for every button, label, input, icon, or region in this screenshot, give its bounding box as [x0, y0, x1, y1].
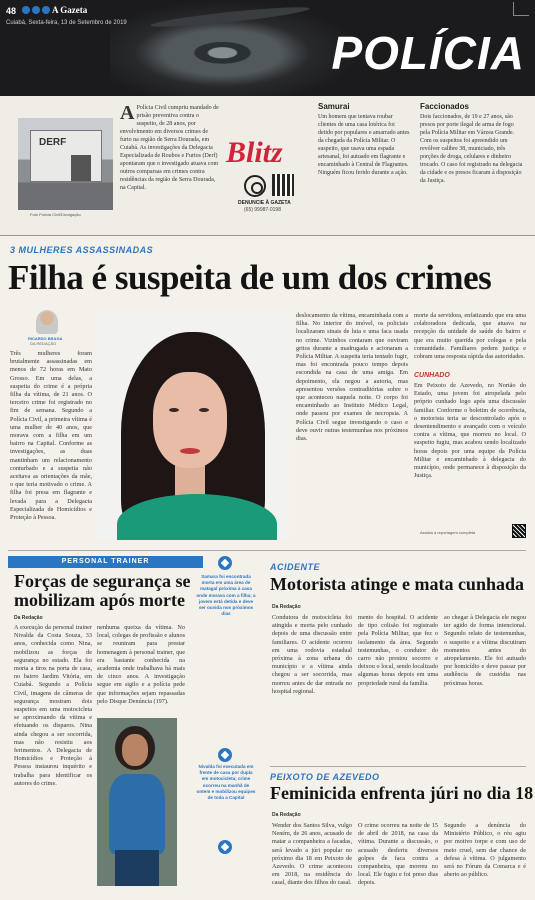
feminicida-headline: Feminicida enfrenta júri no dia 18: [270, 783, 534, 803]
acidente-headline: Motorista atinge e mata cunhada: [270, 574, 524, 594]
lead-column-3: morte da servidora, enfatizando que era uma colaboradora dedicada, que atuava na recepção da unidade de saúde do bairro e que era muito querida por colegas e pela comunidade. Familiares pedem justiça e cobram uma resposta rápida das autoridades.: [414, 312, 526, 361]
feminicida-column-3: Segundo a denúncia do Ministério Público, o réu agiu por motivo torpe e com uso de meio cruel, sem dar chance de defesa à vítima. O julgamento será no Fórum da Comarca e é aberto ao público.: [444, 822, 526, 879]
trainer-photo: [97, 718, 177, 886]
camera-icon: [218, 556, 232, 570]
lead-headline: Filha é suspeita de um dos crimes: [8, 258, 492, 297]
personal-trainer-bar: PERSONAL TRAINER: [8, 556, 203, 568]
feminicida-column-1: Wender dos Santos Silva, vulgo Neném, de 26 anos, acusado de matar a companheira a facadas, será levado a júri popular no próximo dia 18 em Peixoto de Azevedo. O crime aconteceu em 2018, na residência do casal, diante dos filhos do casal.: [272, 822, 352, 887]
acidente-kicker: ACIDENTE: [270, 562, 321, 572]
whatsapp-icon[interactable]: [244, 175, 266, 197]
drop-cap: A: [120, 102, 135, 124]
author-name: RICARDO BRAGA: [28, 336, 63, 341]
personal-trainer-headline: Forças de segurança se mobilizam após morte: [14, 571, 191, 610]
feminicida-byline: Da Redação: [272, 812, 301, 818]
dateline: Cuiabá, Sexta-feira, 13 de Setembro de 2019: [6, 20, 127, 26]
lead-kicker: 3 MULHERES ASSASSINADAS: [10, 245, 154, 255]
personal-trainer-byline: Da Redação: [14, 615, 43, 621]
acidente-column-1: Condutora de motocicleta foi atingida e morta pelo cunhado depois de uma discussão entre familiares. O acidente ocorreu em uma rodovia estadual próxima à zona urbana do município e a vítima ainda chegou a ser socorrida, mas morreu antes de dar entrada no hospital regional.: [272, 614, 352, 695]
qr-caption: Assista à reportagem completa: [420, 530, 476, 535]
sidebar-caption-1: Samara foi encontrada morta em uma área de matagal próxima à casa onde morava com a filha; a jovem está detida e deve ser ouvida nos próximos dias: [196, 574, 256, 617]
derf-building-photo: [18, 118, 113, 210]
qr-code-icon[interactable]: [272, 174, 294, 196]
acidente-column-3: ao chegar à Delegacia ele negou ter agido de forma intencional. Segundo relato de testemunhas, o suspeito e a vítima discutiram momentos antes do atropelamento. Ele foi autuado por homicídio e deve passar por audiência de custódia nas próximas horas.: [444, 614, 526, 687]
derf-sign: DERF: [39, 137, 67, 148]
author-role: DA REDAÇÃO: [30, 341, 57, 346]
lead-column-2: deslocamento da vítima, encaminhada com a filha. No interior do imóvel, os policiais localizaram sinais de luta e uma faca usada no crime. Vizinhos contaram que ouviram gritos durante a madrugada e acionaram a Polícia Militar. A suspeita teria tentado fugir, mas foi encontrada pouco tempo depois escondida na casa de uma amiga. Em depoimento, ela negou a autoria, mas apresentou versões contraditórias sobre o que aconteceu naquela noite. O corpo foi encaminhado ao Instituto Médico Legal, onde passou por exames de necropsia. A Polícia Civil segue investigando o caso e deve ouvir outras testemunhas nos próximos dias.: [296, 312, 408, 443]
page-number: 48: [6, 6, 17, 16]
denuncie-label: DENUNCIE À GAZETA: [238, 200, 291, 206]
feminicida-column-2: O crime ocorreu na noite de 15 de abril de 2018, na casa da vítima. Durante a discussão, o acusado desferiu diversos golpes de faca contra a companheira, que morreu no local. Ele fugiu e foi preso dias depois.: [358, 822, 438, 887]
lead-column-1: Três mulheres foram brutalmente assassinadas em menos de 72 horas em Mato Grosso. Em uma delas, a suspeita do crime é a própria filha da vítima, de 21 anos. O terceiro crime foi registrado no fim de semana. Segundo a Polícia Civil, a primeira vítima é uma mulher de 40 anos, que morava com a filha em um bairro na Capital. Conforme as investigações, as duas mantinham um relacionamento conturbado e a suspeita não aceitava as orientações da mãe, o que teria motivado o crime. A filha foi presa em flagrante e levada para a Delegacia Especializada de Homicídios e Proteção à Pessoa.: [10, 350, 92, 522]
personal-trainer-column-2: nenhuma queixa da vítima. No local, colegas de profissão e alunos se reuniram para prestar homenagem à personal trainer, que era bastante conhecida na academia onde trabalhava há mais de cinco anos. A investigação segue em sigilo e a polícia pede que informações sejam repassadas pelo Disque Denúncia (197).: [97, 624, 185, 705]
section-title: POLÍCIA: [331, 27, 525, 79]
author-avatar: [36, 310, 58, 334]
camera-icon: [218, 748, 232, 762]
photo-credit: Foto Polícia Civil/Divulgação: [30, 212, 81, 217]
feminicida-kicker: PEIXOTO DE AZEVEDO: [270, 772, 380, 782]
section-masthead: [0, 0, 535, 96]
acidente-column-2: mento do hospital. O acidente de tipo colisão foi registrado pela Polícia Militar, que fez o isolamento da área. Segundo testemunhas, o condutor do carro não prestou socorro e deixou o local, sendo localizado algumas horas depois em uma propriedade rural da família.: [358, 614, 438, 687]
divider: [8, 550, 526, 551]
arrow-icon: [218, 840, 232, 854]
column-text-faccionados: Dois faccionados, de 19 e 27 anos, são presos por porte ilegal de arma de fogo pela Polícia Militar em Várzea Grande. Com os suspeitos foi apreendido um revólver calibre 38, municiado, três porções de droga, celulares e dinheiro trocado. O caso foi registrado na delegacia da cidade e os presos ficaram à disposição da Justiça.: [420, 114, 523, 184]
denuncie-phone: (65) 99987-0198: [244, 207, 281, 213]
sidebar-caption-2: Nivalda foi executada em frente de casa por dupla em motocicleta; crime ocorreu na manhã de ontem e mobilizou equipes de toda a Capital: [196, 764, 256, 801]
column-title-faccionados: Faccionados: [420, 102, 469, 111]
lead-column-3b: Em Peixoto de Azevedo, no Nortão do Estado, uma jovem foi atropelada pelo próprio cunhado logo após uma discussão familiar. Conforme o boletim de ocorrência, o motorista teria se descontrolado após o desentendimento e avançado com o veículo contra a vítima, que morreu no local. O suspeito fugiu, mas acabou sendo localizado horas depois por uma equipe da Polícia Militar e encaminhado à delegacia do município, onde permanece à disposição da Justiça.: [414, 382, 526, 480]
column-title-samurai: Samurai: [318, 102, 350, 111]
qr-code-icon[interactable]: [512, 524, 526, 538]
column-text-samurai: Um homem que tentava roubar clientes de uma casa lotérica foi detido por populares e amarrado antes da chegada da Polícia Militar. O suspeito, que usava uma espada artesanal, foi autuado em flagrante e encaminhado à Central de Flagrantes. Ninguém ficou ferido durante a ação.: [318, 114, 410, 176]
blitz-intro: [120, 104, 220, 192]
corner-fold-icon: [513, 2, 529, 16]
blitz-intro-text: Polícia Civil cumpriu mandado de prisão preventiva contra o suspeito, de 28 anos, por envolvimento em diversos crimes de furto na região de Serra Dourada, em Cuiabá. As investigações da Delegacia Especializada de Roubos e Furtos (Derf) apontaram que o investigado atuava com outros comparsas em crimes contra residências da região de Serra Dourada, na Capital.: [120, 105, 219, 191]
divider: [270, 766, 526, 767]
newspaper-brand: A Gazeta: [52, 5, 88, 15]
suspect-photo: [97, 312, 289, 540]
acidente-byline: Da Redação: [272, 604, 301, 610]
cunhado-label: CUNHADO: [414, 372, 450, 379]
brand-dots-icon: [22, 6, 50, 14]
personal-trainer-column-1: A execução da personal trainer Nivalda da Costa Souza, 33 anos, conhecida como Nina, mobilizou as forças de segurança no estado. Ela foi morta a tiros na porta de casa, no bairro Jardim Vitória, em Cuiabá. Segundo a Polícia Civil, imagens de câmeras de segurança mostram dois suspeitos em uma motocicleta se aproximando da vítima e efetuando os disparos. Nina ainda chegou a ser socorrida, mas não resistiu aos ferimentos. A Delegacia de Homicídios e Proteção à Pessoa instaurou inquérito e trabalha para identificar os autores do crime.: [14, 624, 92, 787]
blitz-logo: Blitz: [226, 136, 283, 169]
